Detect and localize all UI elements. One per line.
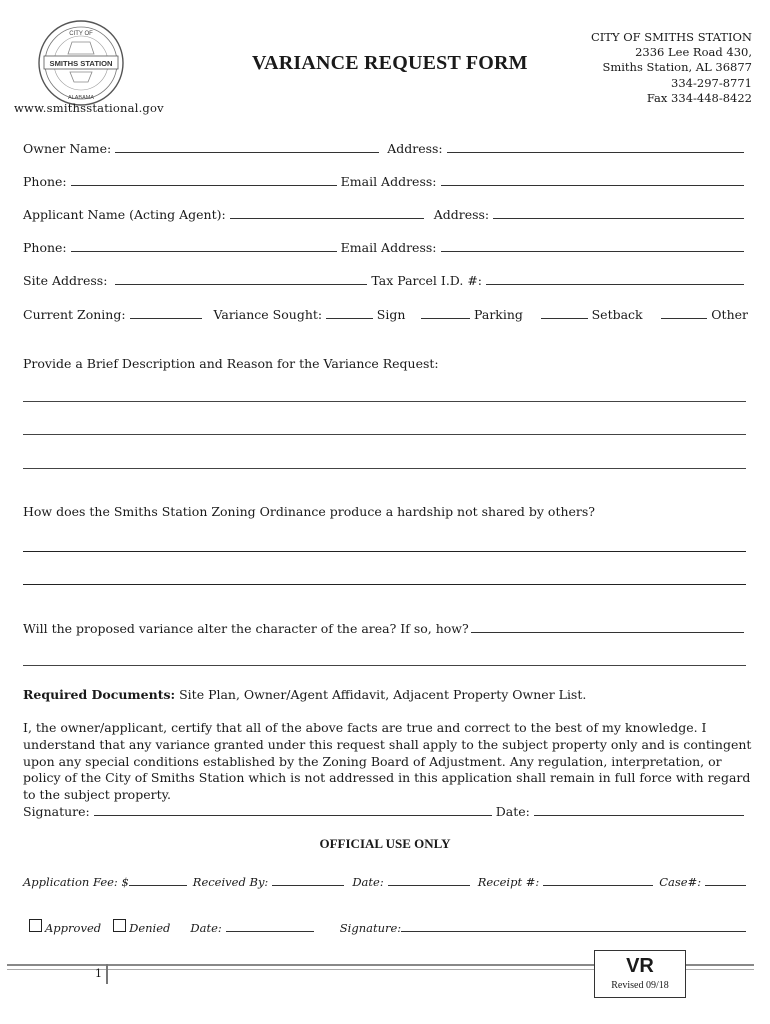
variance-setback-label: Setback xyxy=(591,307,643,322)
official-use-heading: OFFICIAL USE ONLY xyxy=(319,836,451,851)
approved-label: Approved xyxy=(45,921,102,935)
denied-checkbox[interactable] xyxy=(113,919,126,932)
character-question: Will the proposed variance alter the character of the area? If so, how? xyxy=(23,621,469,636)
official-date-field[interactable] xyxy=(388,874,470,886)
application-fee-field[interactable] xyxy=(129,874,187,886)
city-street: 2336 Lee Road 430, xyxy=(635,45,752,60)
official-row-1 xyxy=(23,874,750,889)
description-line-2[interactable] xyxy=(23,434,746,435)
applicant-email-label: Email Address: xyxy=(340,240,437,255)
received-by-label: Received By: xyxy=(192,875,269,889)
case-label: Case#: xyxy=(659,875,702,889)
owner-phone-row xyxy=(23,174,748,189)
seal-bottom-text: ALABAMA xyxy=(68,95,94,101)
character-line-2[interactable] xyxy=(23,665,746,666)
hardship-question: How does the Smiths Station Zoning Ordinance produce a hardship not shared by others? xyxy=(23,504,596,519)
variance-other-field[interactable] xyxy=(661,307,708,319)
decision-date-label: Date: xyxy=(190,921,222,935)
case-field[interactable] xyxy=(705,874,746,886)
applicant-address-label: Address: xyxy=(433,207,490,222)
denied-label: Denied xyxy=(129,921,171,935)
signature-row xyxy=(23,804,748,819)
signature-date-field[interactable] xyxy=(534,804,744,816)
received-by-field[interactable] xyxy=(272,874,344,886)
city-fax: Fax 334-448-8422 xyxy=(646,90,752,105)
owner-address-field[interactable] xyxy=(447,141,744,153)
applicant-row xyxy=(23,207,748,222)
applicant-phone-field[interactable] xyxy=(71,240,337,252)
city-phone: 334-297-8771 xyxy=(671,75,752,90)
current-zoning-field[interactable] xyxy=(130,307,202,319)
applicant-address-field[interactable] xyxy=(493,207,744,219)
description-line-1[interactable] xyxy=(23,401,746,402)
official-row-2 xyxy=(29,919,750,935)
signature-field[interactable] xyxy=(94,804,492,816)
owner-row xyxy=(23,141,748,156)
required-documents-label: Required Documents: xyxy=(23,687,176,702)
owner-email-field[interactable] xyxy=(441,174,745,186)
tax-parcel-label: Tax Parcel I.D. #: xyxy=(371,273,483,288)
character-row xyxy=(23,621,748,636)
site-address-field[interactable] xyxy=(115,273,367,285)
page-number: 1 xyxy=(95,967,102,980)
form-title: VARIANCE REQUEST FORM xyxy=(252,52,528,74)
hardship-line-2[interactable] xyxy=(23,584,746,585)
city-name: CITY OF SMITHS STATION xyxy=(590,30,752,44)
certification-text: I, the owner/applicant, certify that all of the above facts are true and correct to the best of my knowledge. I understand that any variance granted under this request shall apply to the subject property only and is contingent upon any special conditions established by the Zoning Board of Adjustment. Any regulation, interpretation, or policy of the City of Smiths Station which is not addressed in this application shall remain in full force with regard to the subject property. xyxy=(23,720,752,803)
official-signature-field[interactable] xyxy=(401,920,746,932)
variance-other-label: Other xyxy=(711,307,748,322)
applicant-phone-row xyxy=(23,240,748,255)
required-documents-text: Site Plan, Owner/Agent Affidavit, Adjacent Property Owner List. xyxy=(179,687,587,702)
city-contact-block xyxy=(591,30,752,106)
site-row xyxy=(23,273,748,288)
application-fee-label: Application Fee: $ xyxy=(23,875,129,889)
seal-top-text: CITY OF xyxy=(69,31,93,37)
applicant-name-field[interactable] xyxy=(230,207,424,219)
applicant-name-label: Applicant Name (Acting Agent): xyxy=(23,207,226,222)
form-code: VR xyxy=(626,955,654,977)
signature-label: Signature: xyxy=(23,804,90,819)
city-seal-logo xyxy=(38,20,124,106)
zoning-row xyxy=(23,307,748,322)
website-url: www.smithsstational.gov xyxy=(14,101,164,115)
variance-sign-label: Sign xyxy=(376,307,406,322)
owner-email-label: Email Address: xyxy=(340,174,437,189)
seal-banner-text: SMITHS STATION xyxy=(49,59,113,68)
variance-setback-field[interactable] xyxy=(541,307,588,319)
required-documents xyxy=(23,687,586,702)
variance-parking-field[interactable] xyxy=(421,307,470,319)
site-address-label: Site Address: xyxy=(23,273,108,288)
owner-address-label: Address: xyxy=(387,141,443,156)
decision-date-field[interactable] xyxy=(226,920,314,932)
receipt-label: Receipt #: xyxy=(477,875,540,889)
signature-date-label: Date: xyxy=(495,804,530,819)
owner-phone-label: Phone: xyxy=(23,174,67,189)
tax-parcel-field[interactable] xyxy=(486,273,744,285)
character-answer-field[interactable] xyxy=(471,621,744,633)
hardship-line-1[interactable] xyxy=(23,551,746,552)
page-number-bar xyxy=(106,964,108,984)
approved-checkbox[interactable] xyxy=(29,919,42,932)
description-line-3[interactable] xyxy=(23,468,746,469)
current-zoning-label: Current Zoning: xyxy=(23,307,126,322)
variance-sought-label: Variance Sought: xyxy=(213,307,323,322)
owner-phone-field[interactable] xyxy=(71,174,337,186)
variance-parking-label: Parking xyxy=(474,307,523,322)
form-code-box xyxy=(594,950,686,998)
description-question: Provide a Brief Description and Reason for the Variance Request: xyxy=(23,356,439,371)
owner-name-label: Owner Name: xyxy=(23,141,112,156)
city-state-zip: Smiths Station, AL 36877 xyxy=(602,60,752,75)
official-signature-label: Signature: xyxy=(339,921,402,935)
owner-name-field[interactable] xyxy=(115,141,379,153)
receipt-field[interactable] xyxy=(543,874,653,886)
applicant-phone-label: Phone: xyxy=(23,240,67,255)
official-date-label: Date: xyxy=(352,875,384,889)
variance-sign-field[interactable] xyxy=(326,307,373,319)
revision-date: Revised 09/18 xyxy=(611,980,669,991)
applicant-email-field[interactable] xyxy=(441,240,745,252)
